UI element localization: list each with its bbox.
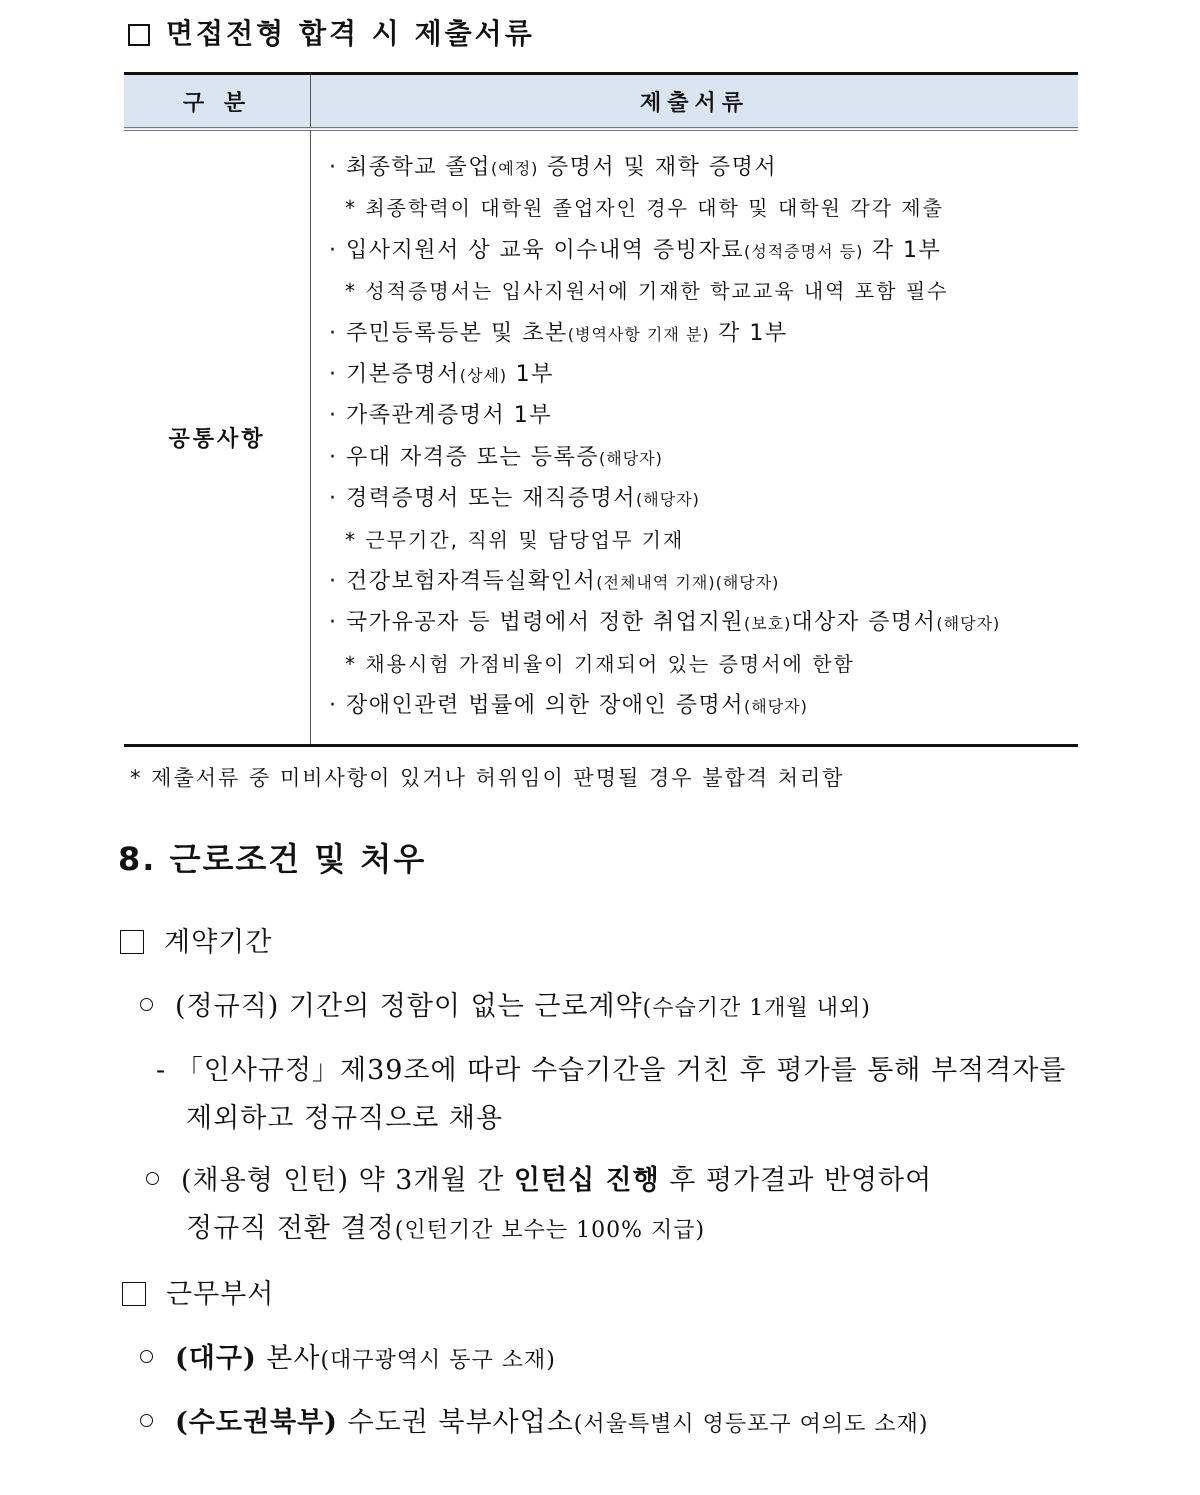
document-item: · 경력증명서 또는 재직증명서(해당자) — [329, 486, 700, 512]
checkbox-square-icon — [120, 930, 144, 954]
checkbox-square-icon — [128, 24, 150, 46]
note-text: * 제출서류 중 미비사항이 있거나 허위임이 판명될 경우 불합격 처리함 — [130, 766, 845, 790]
circle-bullet-icon — [140, 1350, 153, 1363]
document-item: · 국가유공자 등 법령에서 정한 취업지원(보호)대상자 증명서(해당자) — [329, 610, 1001, 636]
checkbox-square-icon — [122, 1282, 146, 1306]
category-cell: 공통사항 — [124, 129, 311, 746]
contract-item-regular: (정규직) 기간의 정함이 없는 근로계약(수습기간 1개월 내외) — [140, 984, 871, 1023]
document-note-item: * 최종학력이 대학원 졸업자인 경우 대학 및 대학원 각각 제출 — [345, 196, 944, 221]
table-header-documents: 제출서류 — [311, 74, 1079, 130]
circle-bullet-icon — [146, 1172, 159, 1185]
section-title: 8. 근로조건 및 처우 — [118, 840, 427, 878]
documents-list — [311, 131, 1078, 744]
submission-heading: 면접전형 합격 시 제출서류 — [128, 12, 535, 52]
document-note-item: * 근무기간, 직위 및 담당업무 기재 — [345, 527, 685, 552]
document-item: · 우대 자격증 또는 등록증(해당자) — [329, 444, 663, 470]
circle-bullet-icon — [140, 998, 153, 1011]
document-item: · 최종학교 졸업(예정) 증명서 및 재학 증명서 — [329, 155, 778, 180]
contract-item-intern: (채용형 인턴) 약 3개월 간 인턴십 진행 후 평가결과 반영하여 — [146, 1158, 932, 1197]
documents-table — [124, 72, 1078, 747]
workplace-heading: 근무부서 — [122, 1272, 274, 1311]
document-item: · 주민등록등본 및 초본(병역사항 기재 분) 각 1부 — [329, 320, 788, 346]
document-note-item: * 성적증명서는 입사지원서에 기재한 학교교육 내역 포함 필수 — [345, 279, 949, 304]
contract-sub-line1: - 「인사규정」제39조에 따라 수습기간을 거친 후 평가를 통해 부적격자를 — [156, 1055, 1067, 1086]
circle-bullet-icon — [140, 1414, 153, 1427]
table-header-category: 구 분 — [124, 74, 311, 130]
document-item: · 장애인관련 법률에 의한 장애인 증명서(해당자) — [329, 693, 808, 719]
document-item: · 기본증명서(상세) 1부 — [329, 361, 554, 387]
document-item: · 입사지원서 상 교육 이수내역 증빙자료(성적증명서 등) 각 1부 — [329, 237, 942, 263]
workplace-daegu: (대구) 본사(대구광역시 동구 소재) — [140, 1336, 556, 1375]
workplace-north: (수도권북부) 수도권 북부사업소(서울특별시 영등포구 여의도 소재) — [140, 1400, 928, 1439]
document-item: · 건강보험자격득실확인서(전체내역 기재)(해당자) — [329, 568, 780, 594]
document-item: · 가족관계증명서 1부 — [329, 403, 552, 429]
contract-sub-line2: 제외하고 정규직으로 채용 — [186, 1103, 504, 1134]
contract-intern-line2: 정규직 전환 결정(인턴기간 보수는 100% 지급) — [186, 1213, 706, 1244]
contract-heading: 계약기간 — [120, 920, 272, 959]
document-note-item: * 채용시험 가점비율이 기재되어 있는 증명서에 한함 — [345, 651, 855, 676]
documents-cell — [311, 129, 1079, 746]
